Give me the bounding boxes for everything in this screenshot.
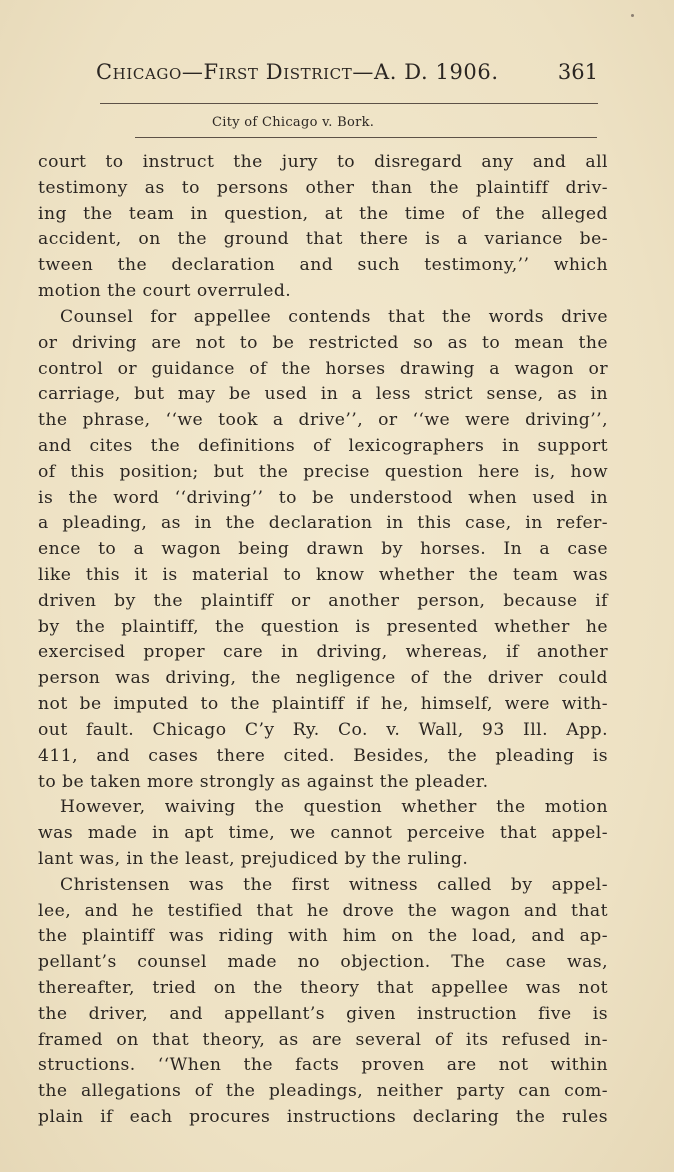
text-line: testimony as to persons other than the plaintiff driv- (38, 177, 608, 198)
text-line: like this it is material to know whether the team was (38, 565, 608, 585)
text-line: 411, and cases there cited. Besides, the pleading is (38, 745, 608, 766)
text-line: control or guidance of the horses drawing a wagon or (38, 358, 608, 379)
text-line: court to instruct the jury to disregard any and all (38, 152, 608, 172)
text-line: structions. ‘‘When the facts proven are not within (38, 1055, 608, 1076)
text-line: lee, and he testified that he drove the wagon and that (38, 900, 608, 921)
text-line: a pleading, as in the declaration in this case, in refer- (38, 513, 608, 534)
text-line: ence to a wagon being drawn by horses. In a case (38, 539, 608, 560)
text-line: accident, on the ground that there is a variance be- (38, 229, 608, 250)
text-line: not be imputed to the plaintiff if he, himself, were with- (38, 694, 608, 715)
text-line: tween the declaration and such testimony,’’ which (38, 255, 608, 276)
text-line: motion the court overruled. (38, 281, 292, 302)
text-line: Christensen was the first witness called by appel- (60, 874, 608, 895)
text-line: carriage, but may be used in a less strict sense, as in (38, 384, 608, 405)
text-line: the allegations of the pleadings, neither party can com- (38, 1081, 608, 1102)
text-line: lant was, in the least, prejudiced by the ruling. (38, 848, 469, 869)
text-line: framed on that theory, as are several of its refused in- (38, 1029, 608, 1050)
text-line: However, waiving the question whether the motion (60, 797, 608, 818)
paper-speck (631, 14, 634, 17)
text-line: thereafter, tried on the theory that appellee was not (38, 978, 608, 998)
text-line: driven by the plaintiff or another person, because if (38, 590, 608, 611)
text-line: of this position; but the precise question here is, how (38, 461, 608, 482)
text-line: plain if each procures instructions declaring the rules (38, 1107, 608, 1128)
text-line: the phrase, ‘‘we took a drive’’, or ‘‘we were driving’’, (38, 410, 608, 431)
text-line: out fault. Chicago C’y Ry. Co. v. Wall, 93 Ill. App. (38, 719, 608, 740)
text-line: is the word ‘‘driving’’ to be understood when used in (38, 487, 608, 508)
text-line: to be taken more strongly as against the pleader. (38, 771, 489, 792)
page-number: 361 (557, 60, 598, 84)
text-line: person was driving, the negligence of the driver could (38, 668, 608, 689)
text-line: Counsel for appellee contends that the words drive (60, 306, 608, 327)
text-line: the driver, and appellant’s given instruction five is (38, 1003, 608, 1024)
text-line: ing the team in question, at the time of the alleged (38, 203, 608, 224)
header-rule-top (100, 103, 598, 104)
text-line: or driving are not to be restricted so as to mean the (38, 332, 608, 353)
case-title: City of Chicago v. Bork. (212, 115, 375, 130)
text-line: and cites the definitions of lexicographers in support (38, 435, 608, 456)
text-line: was made in apt time, we cannot perceive that appel- (38, 823, 608, 844)
running-title: Chicago—First District—A. D. 1906. (96, 60, 499, 84)
text-line: by the plaintiff, the question is presented whether he (38, 616, 608, 637)
text-line: the plaintiff was riding with him on the load, and ap- (38, 926, 608, 947)
text-line: exercised proper care in driving, whereas, if another (38, 642, 608, 663)
text-line: pellant’s counsel made no objection. The case was, (38, 952, 608, 973)
opinion-text (38, 150, 608, 1131)
header-rule-bottom (135, 137, 597, 138)
running-head (96, 60, 604, 90)
